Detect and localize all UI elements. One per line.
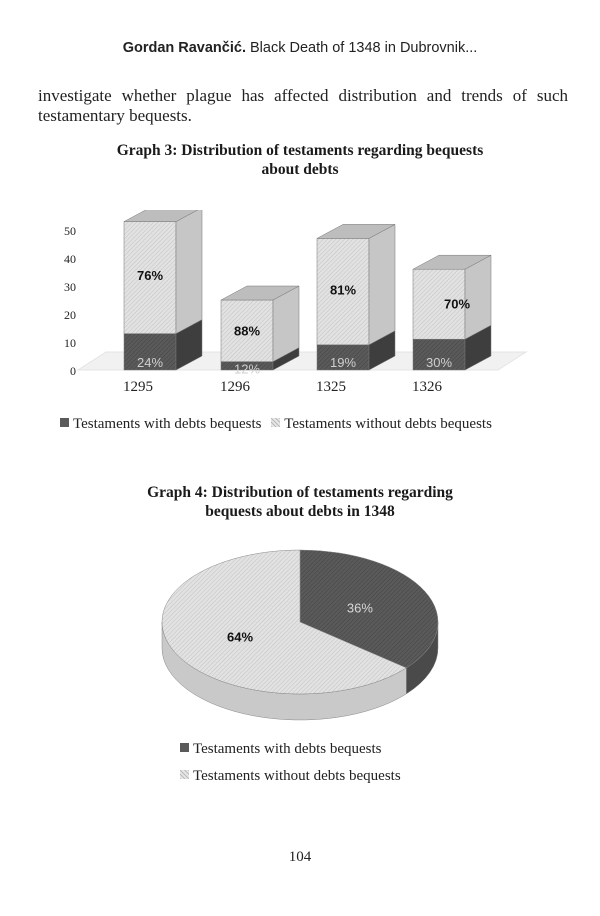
x-tick-label: 1296	[220, 379, 250, 395]
y-tick-label: 20	[64, 308, 76, 322]
graph-3-title-line-1: Graph 3: Distribution of testaments regarding bequests	[116, 142, 484, 159]
body-paragraph: investigate whether plague has affected distribution and trends of such testamentary bequests.	[38, 86, 568, 125]
graph-3-bar-chart	[0, 210, 600, 400]
graph-3-title-line-2: about debts	[261, 161, 339, 178]
running-head	[0, 40, 600, 56]
graph-4-pie	[162, 550, 438, 720]
graph-3-x-labels	[123, 379, 443, 395]
data-label: 12%	[233, 361, 261, 377]
data-label: 19%	[329, 355, 357, 370]
graph-4-legend-label-without: Testaments without debts bequests	[193, 768, 401, 784]
y-tick-label: 30	[64, 280, 76, 294]
pie-data-label: 64%	[227, 629, 254, 645]
graph-3-legend	[60, 416, 560, 433]
light-square-swatch-icon	[271, 418, 280, 427]
y-tick-label: 50	[64, 224, 76, 238]
graph-3-title	[0, 141, 600, 179]
graph-3-legend-label-with: Testaments with debts bequests	[73, 416, 262, 432]
data-label: 70%	[443, 296, 471, 312]
data-label: 76%	[136, 268, 164, 283]
graph-4-legend-item-with	[180, 741, 382, 758]
y-tick-label: 10	[64, 336, 76, 350]
graph-3-legend-item-with	[60, 416, 262, 432]
running-head-title: Black Death of 1348 in Dubrovnik...	[250, 40, 478, 56]
y-tick-label: 0	[70, 364, 76, 378]
pie-data-label: 36%	[346, 600, 373, 616]
page-number: 104	[288, 849, 312, 865]
graph-4-title-line-1: Graph 4: Distribution of testaments regarding	[147, 484, 453, 501]
light-square-swatch-icon	[180, 770, 189, 779]
x-tick-label: 1295	[123, 379, 153, 395]
y-tick-label: 40	[64, 252, 76, 266]
x-tick-label: 1326	[412, 379, 442, 395]
graph-3-y-axis	[64, 224, 76, 378]
data-label: 81%	[329, 282, 357, 298]
graph-4-legend-label-with: Testaments with debts bequests	[193, 741, 382, 757]
graph-3-legend-item-without	[271, 416, 492, 432]
data-label: 30%	[425, 355, 453, 370]
dark-square-swatch-icon	[60, 418, 69, 427]
dark-square-swatch-icon	[180, 743, 189, 752]
data-label: 88%	[233, 323, 261, 339]
graph-4-title	[0, 483, 600, 521]
x-tick-label: 1325	[316, 379, 346, 395]
running-head-author: Gordan Ravančić.	[122, 40, 246, 56]
graph-4-legend-item-without	[180, 768, 401, 785]
graph-3-legend-label-without: Testaments without debts bequests	[284, 416, 492, 432]
graph-4-title-line-2: bequests about debts in 1348	[205, 503, 395, 520]
data-label: 24%	[136, 355, 164, 370]
graph-4-pie-chart	[0, 540, 600, 730]
